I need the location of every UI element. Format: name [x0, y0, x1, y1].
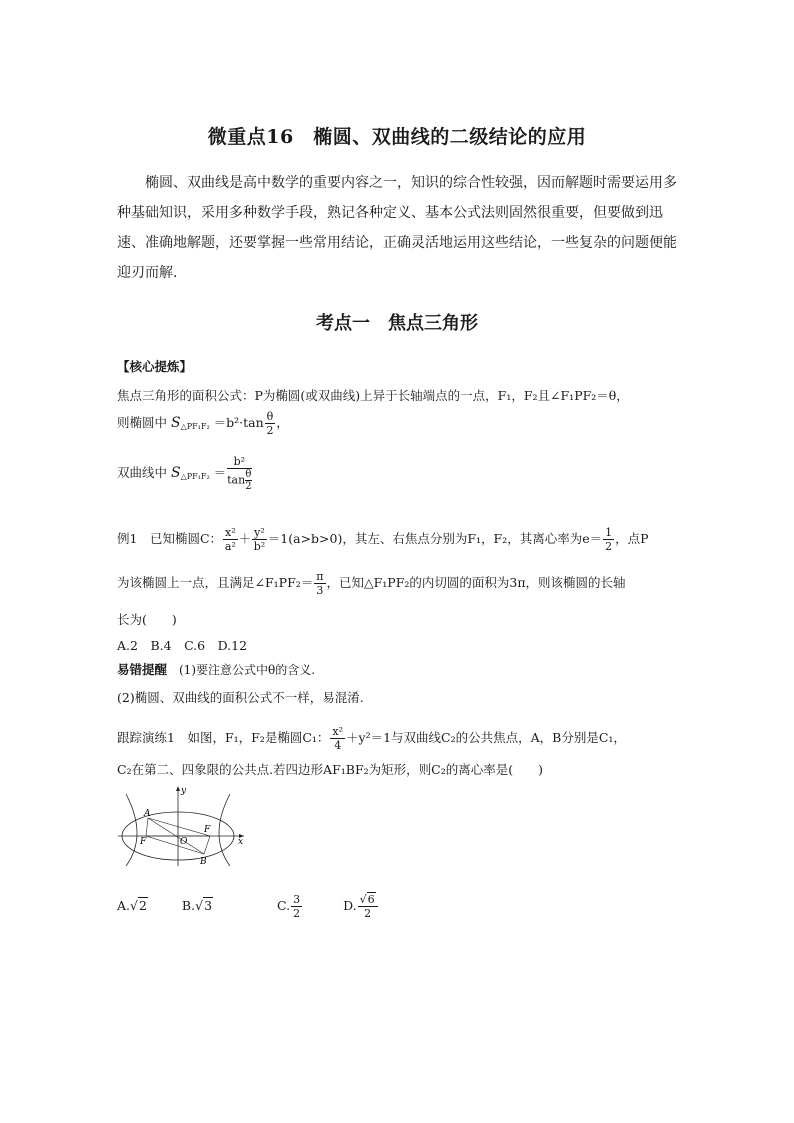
figure-label-y: y — [181, 786, 187, 796]
hyperbola-formula: 双曲线中 $S_{\triangle PF_1F_2}$ ＝ b² tan $\frac{\theta}{2}$ — [117, 455, 252, 492]
tracking-exercise-line-2: C₂在第二、四象限的公共点.若四边形AF₁BF₂为矩形，则C₂的离心率是( ) — [117, 762, 543, 777]
ellipse-hyperbola-figure — [118, 784, 248, 866]
figure-label-x: x — [238, 837, 244, 847]
ellipse-prefix: 则椭圆中 — [117, 415, 168, 430]
hyperbola-prefix: 双曲线中 — [117, 465, 168, 480]
tip-line-1: 易错提醒 (1)要注意公式中θ的含义. — [117, 662, 316, 677]
tracking-exercise-line-1: 跟踪演练1 如图，F₁，F₂是椭圆C₁： $\frac{\text{x²}}{4}$ ＋y²＝1与双曲线C₂的公共焦点，A，B分别是C₁， — [117, 725, 626, 752]
core-label: 【核心提炼】 — [117, 359, 193, 374]
figure-label-f2: F — [204, 825, 211, 835]
tip-line-2: (2)椭圆、双曲线的面积公式不一样，易混淆. — [117, 690, 364, 705]
tracking-exercise-options — [117, 893, 379, 920]
section-title: 考点一 焦点三角形 — [316, 313, 478, 334]
ellipse-formula: 则椭圆中 $S_{\triangle PF_1F_2} =b^2\cdot\tan$ $\frac{\theta}{2}$ ， — [117, 410, 289, 437]
figure-label-b: B — [200, 857, 207, 866]
example-1-options: A.2 B.4 C.6 D.12 — [117, 638, 248, 653]
page-title: 微重点16 椭圆、双曲线的二级结论的应用 — [207, 126, 587, 148]
figure-label-a: A — [144, 809, 151, 819]
example-1-line-1: 例1 已知椭圆C： $\frac{\text{x²}}{\text{a²}}$ ＋ $\frac{\text{y²}}{\text{b²}}$ ＝1(a>b>0)，其左、右焦点分别为F₁，F₂，其离心率为e＝ $\frac{1}{2}$ ，点P — [117, 526, 649, 553]
example-1-line-3: 长为( ) — [117, 612, 177, 627]
option-b: B.√3 — [181, 898, 213, 913]
figure-label-o: O — [180, 837, 188, 847]
option-d: D. $\frac{√6}{2}$ — [343, 898, 379, 913]
option-a: A.√2 — [117, 898, 147, 913]
option-c: C. $\frac{3}{2}$ — [277, 893, 301, 920]
figure-label-f1: F — [140, 837, 147, 847]
formula-intro: 焦点三角形的面积公式：P为椭圆(或双曲线)上异于长轴端点的一点，F₁，F₂且∠F₁PF₂＝θ， — [117, 388, 629, 403]
intro-paragraph: 椭圆、双曲线是高中数学的重要内容之一，知识的综合性较强，因而解题时需要运用多种基础知识，采用多种数学手段，熟记各种定义、基本公式法则固然很重要，但要做到迅速、准确地解题，还要掌握一些常用结论，正确灵活地运用这些结论，一些复杂的问题便能迎刃而解. — [117, 175, 677, 281]
tip-label: 易错提醒 — [117, 662, 168, 677]
example-1-line-2: 为该椭圆上一点，且满足∠F₁PF₂＝ $\frac{\pi}{3}$ ，已知△F₁PF₂的内切圆的面积为3π，则该椭圆的长轴 — [117, 570, 626, 597]
